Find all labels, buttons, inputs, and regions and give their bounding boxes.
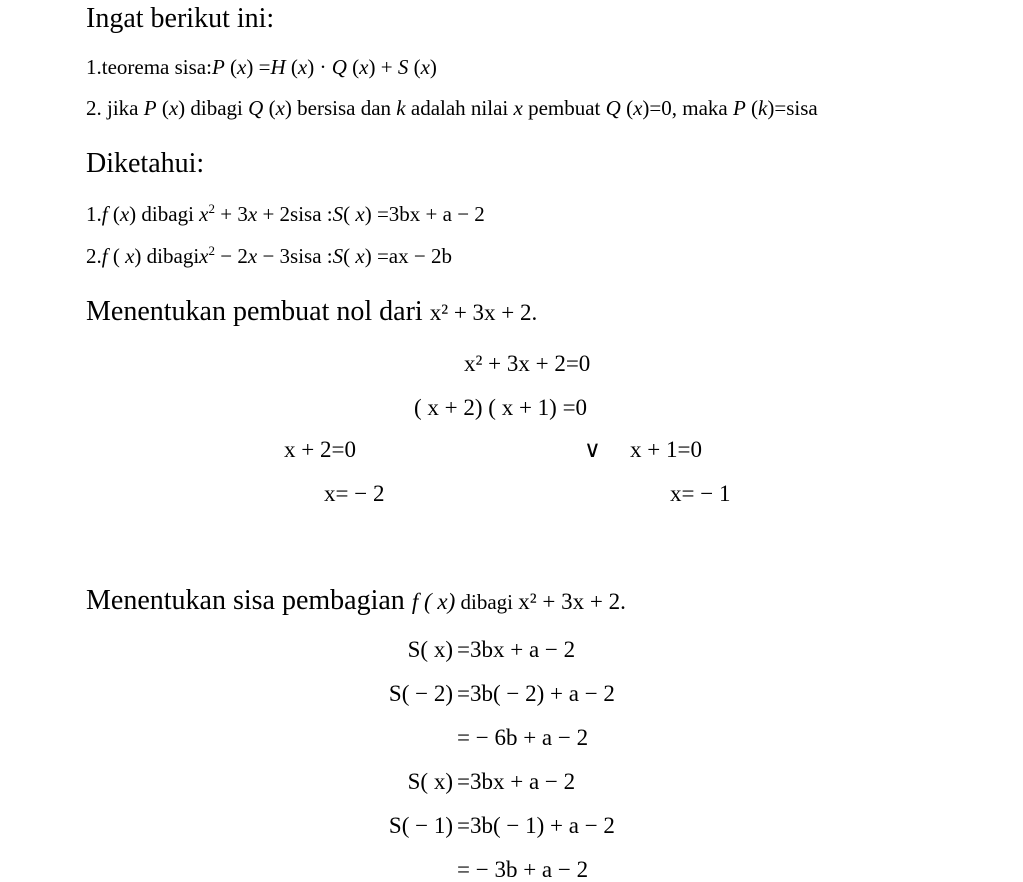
var-x: x [359, 55, 369, 79]
var-P: P [143, 96, 157, 120]
var-Q: Q [331, 55, 347, 79]
rule-2-pembuat: pembuat [522, 96, 606, 120]
var-x: x [168, 96, 179, 120]
var-x: x [119, 202, 130, 226]
rule-2: 2. jika P (x) dibagi Q (x) bersisa dan k adalah nilai x pembuat Q (x)=0, maka P (k)=sisa [86, 96, 818, 120]
calc-lhs-4: S( x) [407, 769, 453, 794]
eq-left-1: x + 2=0 [284, 437, 356, 462]
known-1-rhs: =3bx + a − 2 [376, 202, 485, 226]
var-P: P [211, 55, 225, 79]
heading-sisa-text: Menentukan sisa pembagian [86, 585, 412, 616]
var-x: x [275, 96, 285, 120]
var-H: H [270, 55, 286, 79]
known-2-dibagi: dibagi [141, 244, 200, 268]
var-k: k [758, 96, 768, 120]
heading-sisa-poly: x² + 3x + 2. [518, 589, 626, 614]
known-2: 2.f ( x) dibagix$^2$ − 2x − 3sisa :S( x) =ax − 2b [86, 242, 452, 268]
heading-ingat: Ingat berikut ini: [86, 3, 275, 34]
or-symbol: ∨ [584, 437, 601, 462]
calc-lhs-5: S( − 1) [388, 813, 453, 838]
rule-2-bersisa: bersisa dan [291, 96, 397, 120]
heading-sisa-dibagi: dibagi [455, 590, 519, 614]
calc-rhs-4: =3bx + a − 2 [457, 769, 576, 794]
rule-2-adalah: adalah nilai [405, 96, 514, 120]
calc-lhs-2: S( − 2) [388, 681, 453, 706]
rule-1-prefix: 1.teorema sisa: [86, 55, 212, 79]
var-S: S [332, 202, 344, 226]
var-x: x [355, 244, 365, 268]
calc-rhs-5: =3b( − 1) + a − 2 [457, 813, 615, 838]
var-x: x [513, 96, 523, 120]
heading-diketahui: Diketahui: [86, 148, 205, 179]
rule-2-eqsisa: =sisa [774, 96, 818, 120]
known-2-num: 2. [86, 244, 102, 268]
var-k: k [396, 96, 406, 120]
rule-2-dibagi: dibagi [185, 96, 249, 120]
var-x: x [125, 244, 135, 268]
rule-2-start: 2. jika [86, 96, 144, 120]
var-f: f [101, 244, 108, 268]
eq-left-2: x= − 2 [324, 481, 385, 506]
var-x: x [633, 96, 643, 120]
var-S: S [397, 55, 409, 79]
calc-lhs-1: S( x) [407, 637, 453, 662]
calc-rhs-2: =3b( − 2) + a − 2 [457, 681, 615, 706]
known-1-sisa: 2sisa : [279, 202, 333, 226]
eq-right-1: x + 1=0 [630, 437, 702, 462]
eq-right-2: x= − 1 [670, 481, 731, 506]
eq-factor-1: x² + 3x + 2=0 [464, 351, 591, 376]
heading-nol-text: Menentukan pembuat nol dari [86, 296, 430, 327]
var-Q: Q [248, 96, 264, 120]
var-x: x [420, 55, 430, 79]
known-2-rhs: =ax − 2b [376, 244, 452, 268]
var-x: x [237, 55, 247, 79]
calc-rhs-3: = − 6b + a − 2 [457, 725, 589, 750]
heading-sisa-f: f ( x) [411, 589, 456, 614]
var-S: S [332, 244, 344, 268]
var-P: P [732, 96, 746, 120]
heading-sisa [86, 587, 626, 615]
calc-rhs-1: =3bx + a − 2 [457, 637, 576, 662]
var-x: x [297, 55, 308, 79]
rule-1: 1.teorema sisa:P (x) =H (x) · Q (x) + S (x) [86, 55, 437, 79]
known-1: 1.f (x) dibagi $x^2 + 3x$ + 2sisa :S( x) =3bx + a − 2 [86, 200, 485, 226]
heading-pembuat-nol [86, 298, 537, 326]
heading-nol-poly: x² + 3x + 2. [429, 300, 538, 325]
rule-2-eq0: =0, maka [649, 96, 733, 120]
var-Q: Q [605, 96, 621, 120]
known-1-dibagi: dibagi [136, 202, 200, 226]
known-2-sisa: 3sisa : [279, 244, 333, 268]
eq-factor-2: ( x + 2) ( x + 1) =0 [414, 395, 588, 420]
var-x: x [355, 202, 365, 226]
calc-rhs-6: = − 3b + a − 2 [457, 857, 589, 882]
known-1-num: 1. [86, 202, 102, 226]
var-f: f [101, 202, 108, 226]
